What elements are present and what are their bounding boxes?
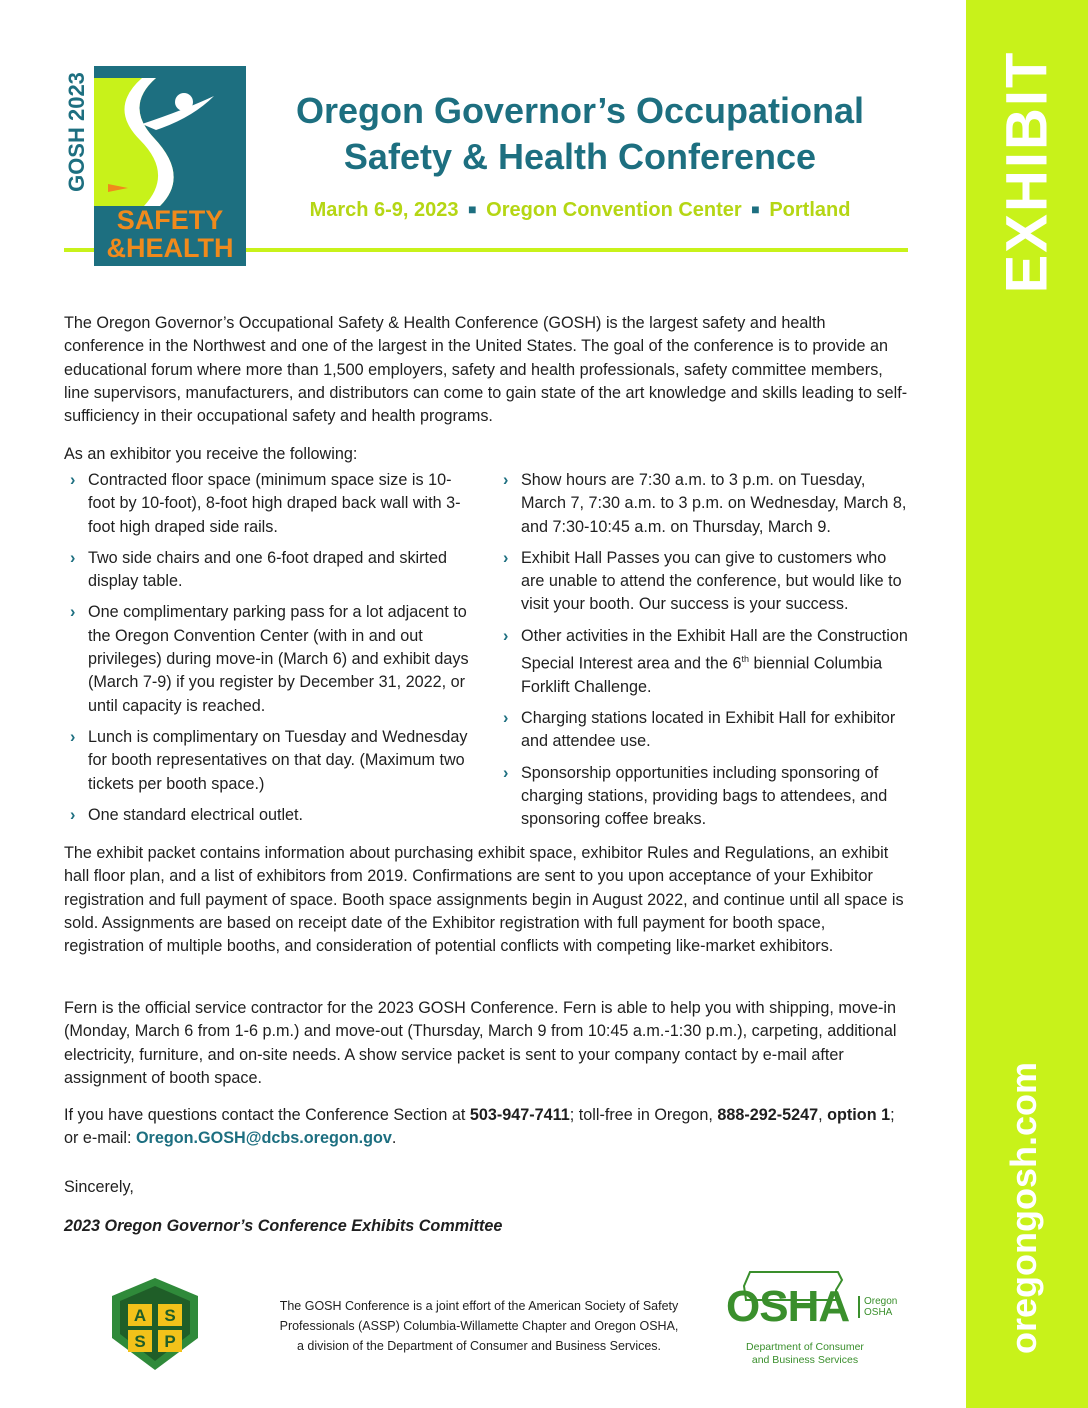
chevron-right-icon: ›: [503, 709, 509, 728]
list-item-text: Sponsorship opportunities including sponsoring of charging stations, providing bags to attendees, and sponsoring coffee breaks.: [521, 763, 888, 829]
list-item-text: Lunch is complimentary on Tuesday and Wednesday for booth representatives on that day. (Maximum two tickets per booth space.): [88, 727, 468, 793]
footer-note-line2: Professionals (ASSP) Columbia-Willamette Chapter and Oregon OSHA,: [279, 1319, 679, 1333]
osha-divider: [858, 1296, 860, 1318]
page-title: [252, 88, 908, 180]
chevron-right-icon: ›: [503, 471, 509, 489]
footer-note-line3: a division of the Department of Consumer and Business Services.: [296, 1339, 662, 1353]
sidebar-url[interactable]: oregongosh.com: [1003, 1061, 1044, 1355]
osha-sub-osha: OSHA: [864, 1307, 893, 1318]
assp-shield-logo-icon: [108, 1276, 202, 1372]
list-item-text: Show hours are 7:30 a.m. to 3 p.m. on Tuesday, March 7, 7:30 a.m. to 3 p.m. on Wednesday, March 8, and 7:30-10:45 a.m. on Thursday, March 9.: [521, 471, 907, 536]
benefits-list-right: [497, 469, 913, 840]
logo-vertical-text: GOSH 2023: [64, 72, 89, 192]
footer-note-line1: The GOSH Conference is a joint effort of the American Society of Safety: [279, 1299, 679, 1313]
list-item-text: Exhibit Hall Passes you can give to customers who are unable to attend the conference, but would like to visit your booth. Our success is your success.: [521, 548, 902, 614]
list-item: [64, 804, 469, 827]
list-item-text-before: Other activities in the Exhibit Hall are the Construction Special Interest area and the 6: [521, 626, 908, 673]
assp-letter-s2: S: [134, 1332, 146, 1351]
chevron-right-icon: ›: [70, 548, 76, 567]
chevron-right-icon: ›: [70, 805, 76, 824]
list-item: [497, 625, 913, 699]
list-item: [64, 726, 469, 796]
benefits-heading: As an exhibitor you receive the following:: [64, 445, 358, 463]
list-item: [64, 601, 469, 717]
closing: Sincerely,: [64, 1178, 134, 1196]
packet-paragraph: The exhibit packet contains information about purchasing exhibit space, exhibitor Rules and Regulations, an exhibit hall floor plan, and a list of exhibitors from 2019. Confirmations are sent to you upon acceptance of your Exhibitor registration and full payment of space. Booth space assignments begin in August 2022, and continue until all space is sold. Assignments are based on receipt date of the Exhibitor registration with full payment for booth space, registration of multiple booths, and consideration of potential conflicts with competing like-market exhibitors.: [64, 844, 904, 956]
separator-icon: ■: [751, 201, 760, 217]
contact-text: ; or e-mail:: [64, 1106, 895, 1148]
list-item-text: One complimentary parking pass for a lot adjacent to the Oregon Convention Center (with in and out privileges) during move-in (March 6) and exhibit days (March 7-9) if you register by December 31, 2022, or until capacity is reached.: [88, 603, 469, 715]
intro-paragraph: The Oregon Governor’s Occupational Safety & Health Conference (GOSH) is the largest safety and health conference in the Northwest and one of the largest in the United States. The goal of the conference is to provide an educational forum where more than 1,500 employers, safety and health professionals, safety committee members, line supervisors, manufacturers, and distributors can come to gain state of the art knowledge and skills leading to self-sufficiency in their occupational safety and health programs.: [64, 314, 908, 426]
benefits-list-left: [64, 469, 469, 835]
ordinal-suffix: th: [741, 654, 749, 665]
event-dates: March 6-9, 2023: [309, 199, 459, 221]
chevron-right-icon: ›: [503, 548, 509, 567]
chevron-right-icon: ›: [503, 763, 509, 782]
contact-text: .: [391, 1129, 397, 1148]
list-item-text: Two side chairs and one 6-foot draped and skirted display table.: [88, 548, 448, 591]
list-item: [497, 547, 913, 617]
signature: 2023 Oregon Governor’s Conference Exhibits Committee: [64, 1217, 503, 1235]
contact-text: If you have questions contact the Conference Section at: [64, 1106, 470, 1124]
sidebar-exhibit-label: EXHIBIT: [994, 50, 1060, 294]
assp-letter-a: A: [133, 1306, 147, 1325]
assp-letter-s1: S: [164, 1306, 176, 1325]
chevron-right-icon: ›: [70, 471, 76, 489]
assp-letter-p: P: [164, 1332, 176, 1351]
osha-dept-line2: and Business Services: [751, 1354, 859, 1366]
header-rule-left: [64, 248, 94, 252]
title-line2: Safety & Health Conference: [343, 136, 817, 177]
list-item: [64, 547, 469, 594]
list-item: [497, 469, 913, 539]
contact-paragraph: [64, 1104, 909, 1151]
osha-sub-oregon: Oregon: [864, 1296, 898, 1307]
fern-paragraph: Fern is the official service contractor for the 2023 GOSH Conference. Fern is able to help you with shipping, move-in (Monday, March 6 from 1-6 p.m.) and move-out (Thursday, March 9 from 10:45 a.m.-1:30 p.m.), carpeting, additional electricity, furniture, and on-site needs. A show service packet is sent to your company contact by e-mail after assignment of booth space.: [64, 999, 897, 1087]
logo-safety-word: SAFETY: [116, 205, 224, 235]
list-item: [64, 469, 469, 539]
phone-option: option 1: [827, 1106, 891, 1124]
event-details: [252, 199, 908, 222]
header-rule-right: [246, 248, 908, 252]
contact-text: ,: [818, 1106, 828, 1124]
event-city: Portland: [769, 199, 851, 221]
list-item: [497, 707, 913, 754]
title-line1: Oregon Governor’s Occupational: [295, 90, 865, 131]
tollfree-number[interactable]: 888-292-5247: [717, 1106, 819, 1124]
list-item: [497, 762, 913, 832]
footer-note: [240, 1296, 718, 1356]
chevron-right-icon: ›: [503, 626, 509, 645]
osha-dept-line1: Department of Consumer: [746, 1341, 864, 1353]
contact-text: ; toll-free in Oregon,: [569, 1106, 718, 1124]
chevron-right-icon: ›: [70, 727, 76, 746]
list-item-text: Charging stations located in Exhibit Hall for exhibitor and attendee use.: [521, 709, 896, 751]
phone-number[interactable]: 503-947-7411: [469, 1106, 570, 1124]
osha-department: [740, 1341, 870, 1367]
chevron-right-icon: ›: [70, 603, 76, 622]
list-item-text-after: biennial Columbia Forklift Challenge.: [521, 654, 883, 696]
list-item-text: One standard electrical outlet.: [88, 805, 304, 824]
list-item-text: Contracted floor space (minimum space size is 10-foot by 10-foot), 8-foot high draped back wall with 3-foot high draped side rails.: [88, 471, 461, 536]
separator-icon: ■: [468, 201, 477, 217]
osha-logo-word: OSHA: [726, 1282, 850, 1331]
email-link[interactable]: Oregon.GOSH@dcbs.oregon.gov: [135, 1129, 392, 1148]
event-venue: Oregon Convention Center: [486, 199, 742, 221]
logo-health-word: &HEALTH: [106, 233, 234, 263]
